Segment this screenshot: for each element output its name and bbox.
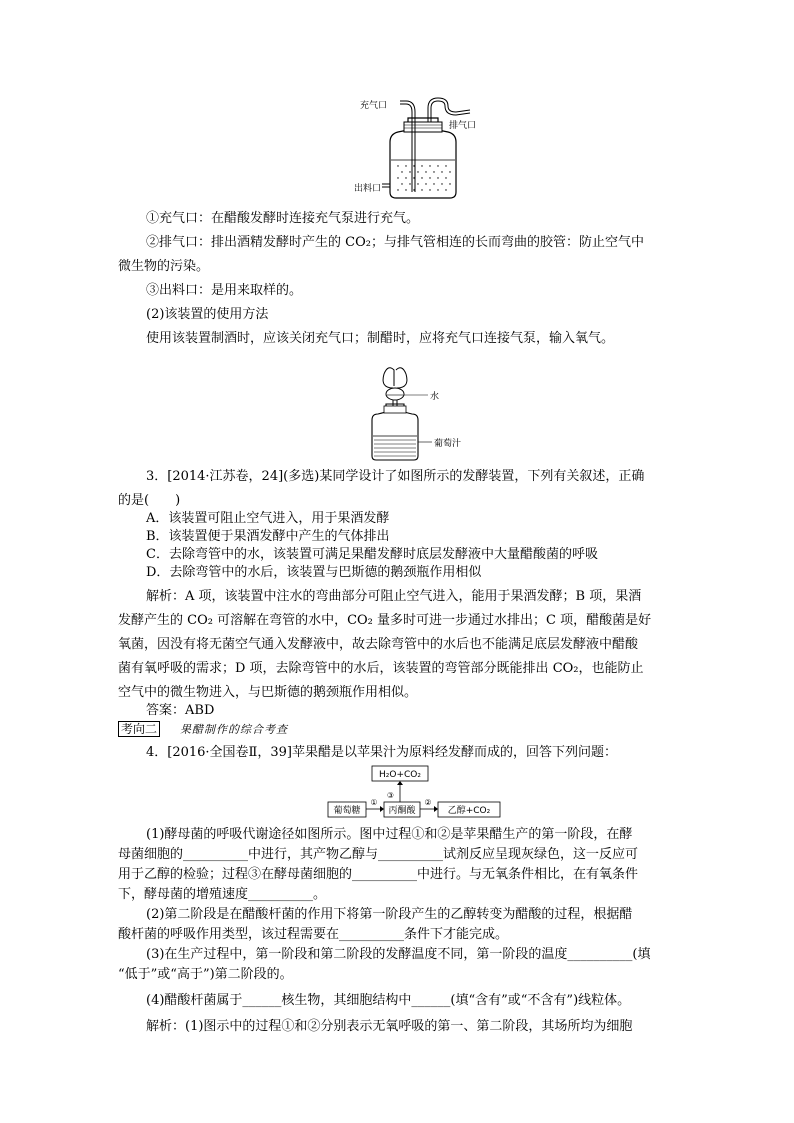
- step-3-label: ③: [386, 791, 394, 800]
- q4-part3-b: “低于”或“高于”)第二阶段的。: [118, 967, 293, 982]
- q3-explanation-4: 菌有氧呼吸的需求；D 项，去除弯管中的水后，该装置的弯管部分既能排出 CO₂，也能防止: [118, 661, 644, 676]
- q3-option-a: A．该装置可阻止空气进入，用于果酒发酵: [146, 511, 390, 526]
- q4-part1-b: 母菌细胞的__________中进行，其产物乙醇与__________试剂反应呈现灰绿色，这一反应可: [118, 847, 639, 862]
- pyruvate-box: 丙酮酸: [388, 806, 416, 816]
- grape-juice-label: 葡萄汁: [434, 439, 462, 449]
- q3-explanation-2: 发酵产生的 CO₂ 可溶解在弯管的水中，CO₂ 量多时可进一步通过水排出；C 项，醋酸菌是好: [118, 613, 652, 628]
- q4-stem: 4．[2016·全国卷Ⅱ，39]苹果醋是以苹果汁为原料经发酵而成的，回答下列问题：: [146, 745, 618, 760]
- port-desc-2: ②排气口：排出酒精发酵时产生的 CO₂；与排气管相连的长而弯曲的胶管：防止空气中: [146, 235, 644, 250]
- fermentation-bottle-figure: [354, 92, 490, 202]
- q3-option-d: D．去除弯管中的水后，该装置与巴斯德的鹅颈瓶作用相似: [146, 565, 482, 580]
- section-tag: 考向二: [118, 721, 160, 737]
- q4-explanation: 解析：(1)图示中的过程①和②分别表示无氧呼吸的第一、第二阶段，其场所均为细胞: [146, 1019, 633, 1034]
- q3-explanation-3: 氧菌，因没有将无菌空气通入发酵液中，故去除弯管中的水后也不能满足底层发酵液中醋酸: [118, 637, 639, 652]
- q4-part1-d: 下，酵母菌的增殖速度__________。: [118, 887, 327, 902]
- usage-heading: (2)该装置的使用方法: [146, 307, 269, 322]
- q3-option-c: C．去除弯管中的水，该装置可满足果醋发酵时底层发酵液中大量醋酸菌的呼吸: [146, 547, 598, 562]
- inlet-label: 充气口: [360, 101, 388, 111]
- q3-explanation-5: 空气中的微生物进入，与巴斯德的鹅颈瓶作用相似。: [118, 685, 418, 700]
- yeast-respiration-diagram: [326, 764, 506, 822]
- q3-stem-2: 的是( ): [118, 493, 181, 508]
- port-desc-3: 微生物的污染。: [118, 259, 210, 274]
- step-1-label: ①: [370, 798, 378, 807]
- q4-part4: (4)醋酸杆菌属于______核生物，其细胞结构中______(填“含有”或“不含有”)线粒体。: [146, 993, 631, 1008]
- water-co2-box: H₂O+CO₂: [379, 770, 421, 780]
- q3-answer: 答案：ABD: [146, 703, 215, 718]
- port-desc-1: ①充气口：在醋酸发酵时连接充气泵进行充气。: [146, 211, 420, 226]
- usage-desc: 使用该装置制酒时，应该关闭充气口；制醋时，应将充气口连接气泵，输入氧气。: [146, 331, 615, 346]
- section-title: 果醋制作的综合考查: [180, 723, 289, 736]
- sampling-port-label: 出料口: [354, 184, 382, 194]
- water-label: 水: [430, 392, 440, 402]
- port-desc-4: ③出料口：是用来取样的。: [146, 283, 303, 298]
- q3-option-b: B．该装置便于果酒发酵中产生的气体排出: [146, 529, 390, 544]
- outlet-label: 排气口: [449, 121, 477, 131]
- glucose-box: 葡萄糖: [333, 806, 361, 816]
- u-tube-bottle-figure: [360, 362, 470, 462]
- q4-part2-b: 酸杆菌的呼吸作用类型，该过程需要在__________条件下才能完成。: [118, 927, 509, 942]
- q4-part2-a: (2)第二阶段是在醋酸杆菌的作用下将第一阶段产生的乙醇转变为醋酸的过程，根据醋: [146, 907, 633, 922]
- step-2-label: ②: [424, 798, 432, 807]
- ethanol-co2-box: 乙醇+CO₂: [447, 806, 491, 816]
- q4-part3-a: (3)在生产过程中，第一阶段和第二阶段的发酵温度不同，第一阶段的温度__________(填: [146, 947, 651, 962]
- q3-stem-1: 3．[2014·江苏卷，24](多选)某同学设计了如图所示的发酵装置，下列有关叙述，正确: [146, 469, 645, 484]
- q4-part1-a: (1)酵母菌的呼吸代谢途径如图所示。图中过程①和②是苹果醋生产的第一阶段，在酵: [146, 827, 633, 842]
- q3-explanation-1: 解析：A 项，该装置中注水的弯曲部分可阻止空气进入，能用于果酒发酵；B 项，果酒: [146, 589, 642, 604]
- section-heading: [118, 720, 288, 739]
- q4-part1-c: 用于乙醇的检验；过程③在酵母菌细胞的__________中进行。与无氧条件相比，在有氧条件: [118, 867, 639, 882]
